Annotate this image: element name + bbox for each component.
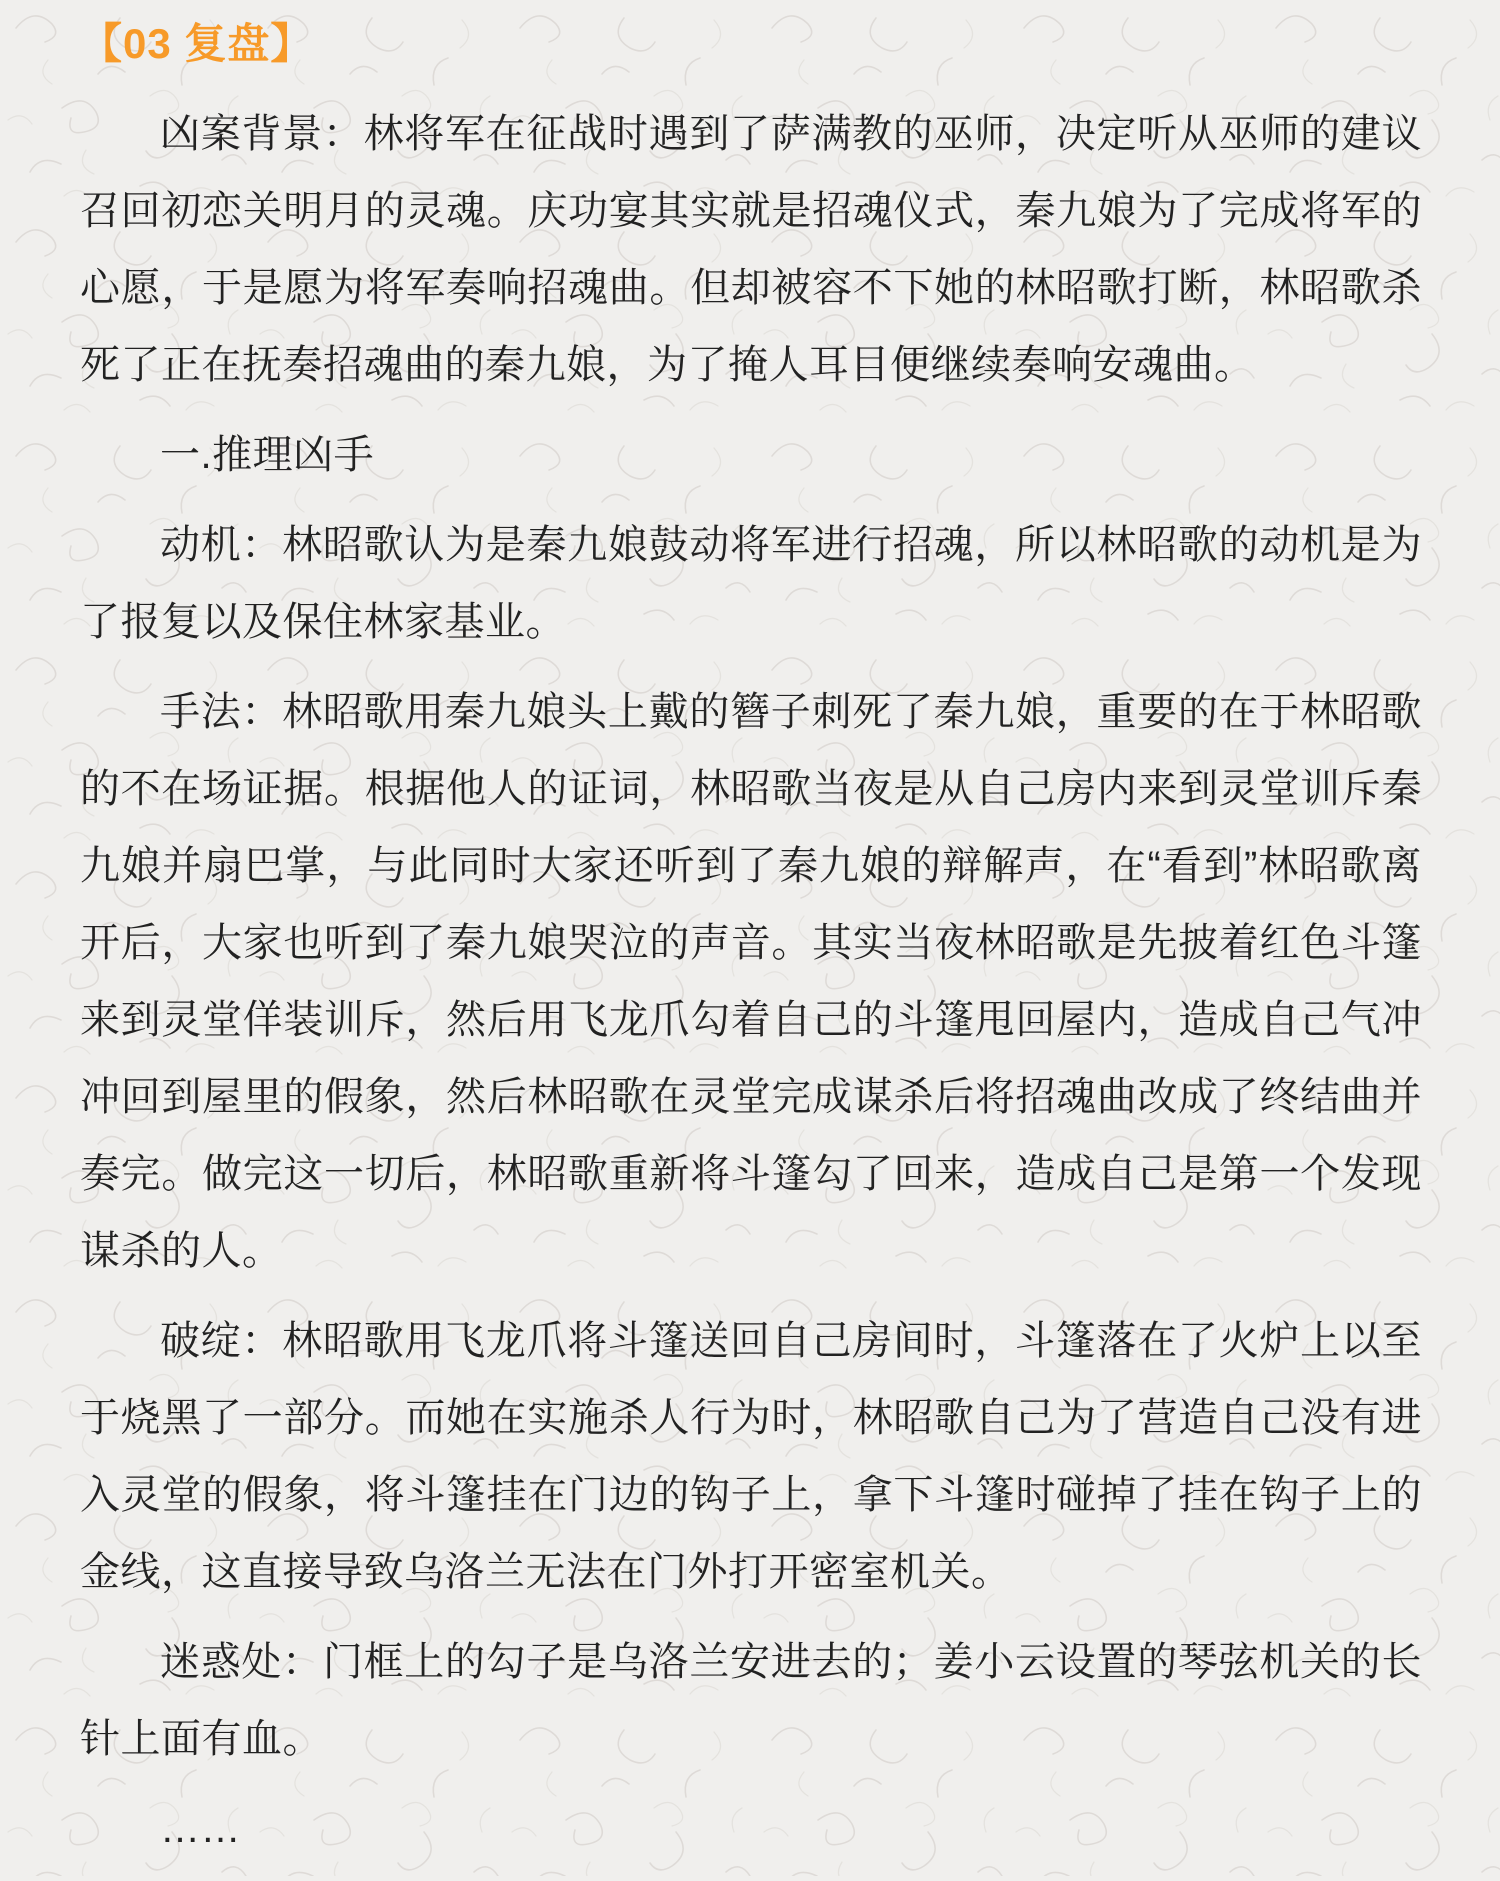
flaw-paragraph: 破绽：林昭歌用飞龙爪将斗篷送回自己房间时，斗篷落在了火炉上以至于烧黑了一部分。而她在实施杀人行为时，林昭歌自己为了营造自己没有进入灵堂的假象，将斗篷挂在门边的钩子上，拿下斗篷时碰掉了挂在钩子上的金线，这直接导致乌洛兰无法在门外打开密室机关。 <box>80 1319 1422 1594</box>
method-paragraph: 手法：林昭歌用秦九娘头上戴的簪子刺死了秦九娘，重要的在于林昭歌的不在场证据。根据他人的证词，林昭歌当夜是从自己房内来到灵堂训斥秦九娘并扇巴掌，与此同时大家还听到了秦九娘的辩解声，在“看到”林昭歌离开后，大家也听到了秦九娘哭泣的声音。其实当夜林昭歌是先披着红色斗篷来到灵堂佯装训斥，然后用飞龙爪勾着自己的斗篷甩回屋内，造成自己气冲冲回到屋里的假象，然后林昭歌在灵堂完成谋杀后将招魂曲改成了终结曲并奏完。做完这一切后，林昭歌重新将斗篷勾了回来，造成自己是第一个发现谋杀的人。 <box>80 690 1422 1273</box>
deduce-killer-subheading: 一.推理凶手 <box>160 433 375 477</box>
motive-paragraph: 动机：林昭歌认为是秦九娘鼓动将军进行招魂，所以林昭歌的动机是为了报复以及保住林家基业。 <box>80 523 1422 644</box>
red-herring-paragraph: 迷惑处：门框上的勾子是乌洛兰安进去的；姜小云设置的琴弦机关的长针上面有血。 <box>80 1640 1422 1761</box>
ellipsis-text: …… <box>160 1807 241 1851</box>
page-title: 【03 复盘】 <box>80 20 314 67</box>
murder-background-paragraph: 凶案背景：林将军在征战时遇到了萨满教的巫师，决定听从巫师的建议召回初恋关明月的灵魂。庆功宴其实就是招魂仪式，秦九娘为了完成将军的心愿，于是愿为将军奏响招魂曲。但却被容不下她的林昭歌打断，林昭歌杀死了正在抚奏招魂曲的秦九娘，为了掩人耳目便继续奏响安魂曲。 <box>80 112 1422 387</box>
